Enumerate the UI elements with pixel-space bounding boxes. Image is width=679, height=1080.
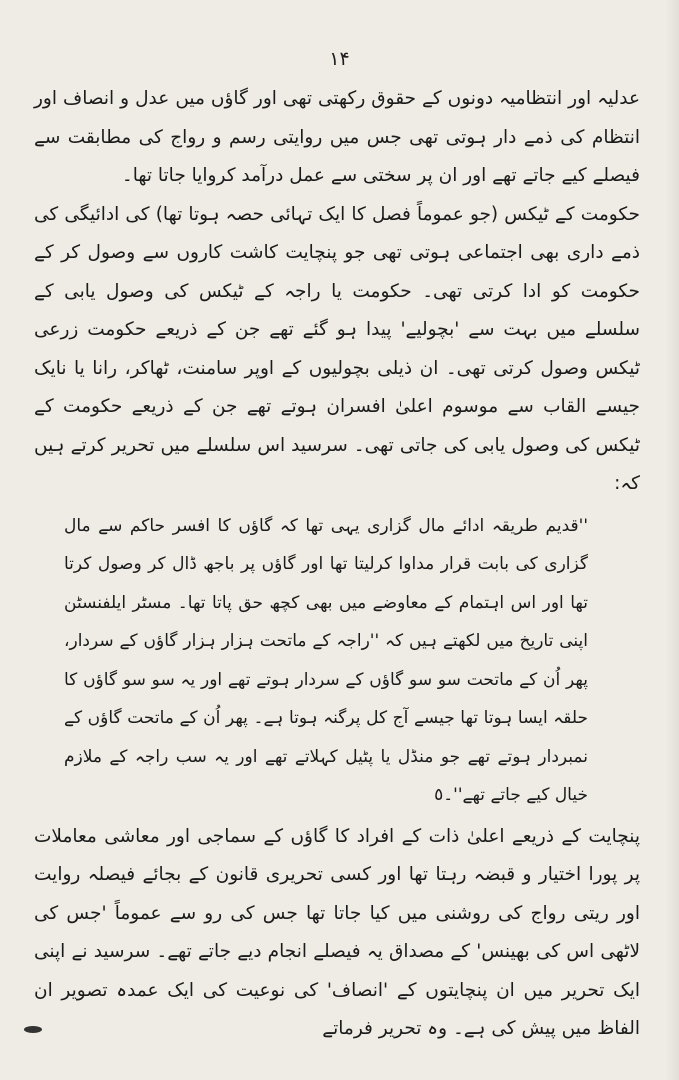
paragraph-1: عدلیہ اور انتظامیہ دونوں کے حقوق رکھتی تھی اور گاؤں میں عدل و انصاف اور انتظام کی ذمے دار ہوتی تھی جس میں روایتی رسم و رواج کی مطابقت سے فیصلے کیے جاتے تھے اور ان پر سختی سے عمل درآمد کروایا جاتا تھا۔ (34, 88, 640, 186)
block-quote: ''قدیم طریقہ ادائے مال گزاری یہی تھا کہ گاؤں کا افسر حاکم سے مال گزاری کی بابت قرار مداوا کرلیتا تھا اور گاؤں پر باجھ ڈال کر وصول کرتا تھا اور اس اہتمام کے معاوضے میں بھی کچھ حق پاتا تھا۔ مسٹر ایلفنسٹن اپنی تاریخ میں لکھتے ہیں کہ ''راجہ کے ماتحت ہزار ہزار گاؤں کے سردار، پھر اُن کے ماتحت سو سو گاؤں کے سردار ہوتے تھے اور یہ سو سو گاؤں کا حلقہ ایسا ہوتا تھا جیسے آج کل پرگنہ ہوتا ہے۔ پھر اُن کے ماتحت گاؤں کے نمبردار ہوتے تھے جو منڈل یا پٹیل کہلاتے تھے اور یہ سب راجہ کے ملازم خیال کیے جاتے تھے''۔٥ (64, 515, 588, 805)
paragraph-3: پنچایت کے ذریعے اعلیٰ ذات کے افراد کا گاؤں کے سماجی اور معاشی معاملات پر پورا اختیار و قبضہ رہتا تھا اور کسی تحریری قانون کے بجائے فیصلہ روایت اور ریتی رواج کی روشنی میں کیا جاتا تھا جس کی رو سے عموماً 'جس کی لاٹھی اس کی بھینس' کے مصداق یہ فیصلے انجام دیے جاتے تھے۔ سرسید نے اپنی ایک تحریر میں ان پنچایتوں کے 'انصاف' کی نوعیت کی ایک عمدہ تصویر ان الفاظ میں پیش کی ہے۔ وہ تحریر فرماتے (34, 825, 640, 1039)
page-number: ۱۴ (329, 48, 350, 70)
paragraph-2: حکومت کے ٹیکس (جو عموماً فصل کا ایک تہائی حصہ ہوتا تھا) کی ادائیگی کی ذمے داری بھی اجتماعی ہوتی تھی جو پنچایت کاشت کاروں سے وصول کر کے حکومت کو ادا کرتی تھی۔ حکومت یا راجہ کے ٹیکس کی وصول یابی کے سلسلے میں بہت سے 'بچولیے' پیدا ہو گئے تھے جن کے ذریعے حکومت زرعی ٹیکس وصول کرتی تھی۔ ان ذیلی بچولیوں کے اوپر سامنت، ٹھاکر، رانا یا نایک جیسے القاب سے موسوم اعلیٰ افسران ہوتے تھے جن کے ذریعے حکومت کے ٹیکس کی وصول یابی کی جاتی تھی۔ سرسید اس سلسلے میں تحریر کرتے ہیں کہ: (34, 203, 640, 494)
body-text (34, 80, 640, 1049)
ink-mark (24, 1026, 42, 1033)
page-fold-shadow (665, 0, 679, 1080)
